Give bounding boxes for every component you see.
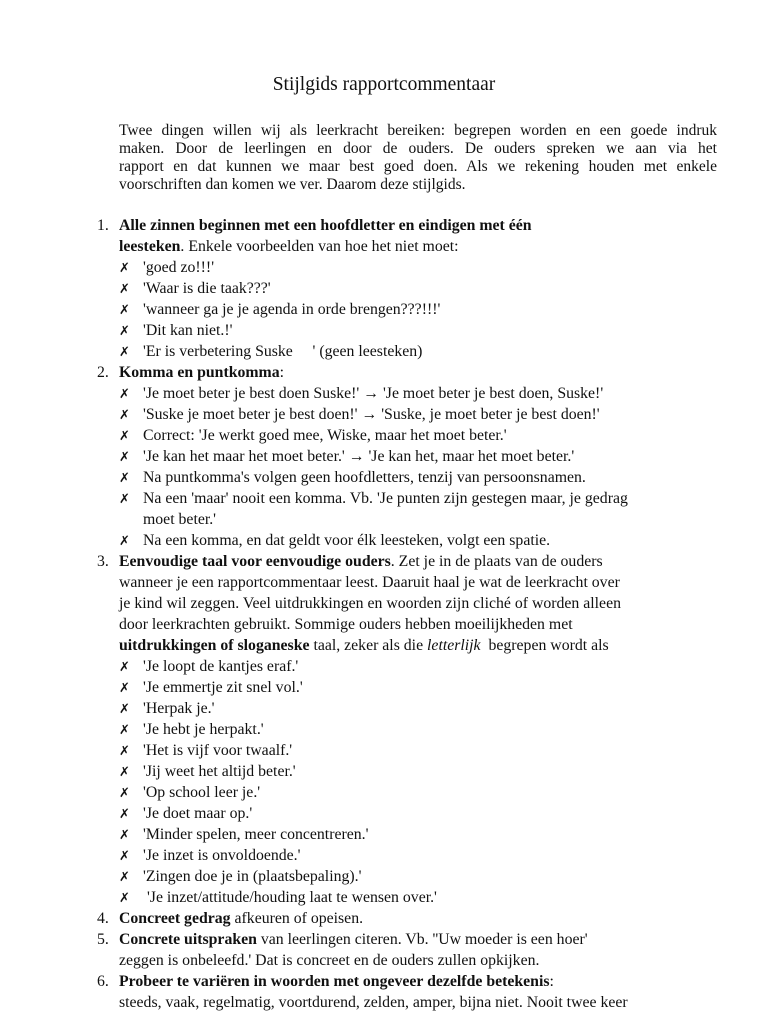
bullet-item	[119, 320, 768, 341]
bullet-text: 'Er is verbetering Suske ' (geen leesteken)	[143, 343, 423, 360]
cross-icon: ✗	[119, 344, 130, 359]
cross-icon: ✗	[119, 827, 130, 842]
bullet-text: 'Je moet beter je best doen Suske!' → 'Je moet beter je best doen, Suske!'	[143, 385, 604, 402]
bullet-item	[119, 824, 768, 845]
item-number: 4.	[97, 910, 109, 927]
bullet-item	[119, 299, 768, 320]
cross-icon: ✗	[119, 659, 130, 674]
cross-icon: ✗	[119, 281, 130, 296]
cross-icon: ✗	[119, 722, 130, 737]
intro-line: rapport en dat kunnen we maar best goed doen. Als we rekening houden met enkele	[119, 158, 717, 175]
rule-heading: Concreet gedrag	[119, 910, 231, 927]
bullet-text: 'Je kan het maar het moet beter.' → 'Je kan het, maar het moet beter.'	[143, 448, 575, 465]
bullet-item	[119, 404, 768, 425]
cross-icon: ✗	[119, 533, 130, 548]
rule-text: wanneer je een rapportcommentaar leest. Daaruit haal je wat de leerkracht over	[119, 574, 620, 591]
bullet-item	[119, 446, 768, 467]
cross-icon: ✗	[119, 428, 130, 443]
bullet-text: 'Zingen doe je in (plaatsbepaling).'	[143, 868, 362, 885]
cross-icon: ✗	[119, 323, 130, 338]
cross-icon: ✗	[119, 470, 130, 485]
document-title: Stijlgids rapportcommentaar	[272, 74, 496, 95]
rule-heading: leesteken	[119, 238, 181, 255]
rules-list	[0, 215, 768, 1013]
bullet-item	[119, 257, 768, 278]
rule-item-1	[0, 215, 768, 362]
rule-italic: letterlijk	[427, 637, 481, 654]
rule-text: steeds, vaak, regelmatig, voortdurend, zelden, amper, bijna niet. Nooit twee keer	[119, 994, 628, 1011]
cross-icon: ✗	[119, 680, 130, 695]
cross-icon: ✗	[119, 764, 130, 779]
cross-icon: ✗	[119, 890, 130, 905]
bullet-item	[119, 845, 768, 866]
cross-icon: ✗	[119, 743, 130, 758]
cross-icon: ✗	[119, 806, 130, 821]
rule-item-5	[0, 929, 768, 971]
bullet-text: 'Het is vijf voor twaalf.'	[143, 742, 293, 759]
intro-line: voorschriften dan komen we ver. Daarom deze stijlgids.	[119, 176, 466, 193]
bullet-item	[119, 488, 768, 509]
bullet-item	[119, 530, 768, 551]
rule-item-3	[0, 551, 768, 908]
rule-text: zeggen is onbeleefd.' Dat is concreet en de ouders zullen opkijken.	[119, 952, 540, 969]
cross-icon: ✗	[119, 386, 130, 401]
cross-icon: ✗	[119, 407, 130, 422]
bullet-item	[119, 425, 768, 446]
rule-heading: Concrete uitspraken	[119, 931, 257, 948]
rule-text: . Enkele voorbeelden van hoe het niet moet:	[180, 238, 459, 255]
rule-emphasis: uitdrukkingen of sloganeske	[119, 637, 310, 654]
rule-item-6	[0, 971, 768, 1013]
rule-text: :	[549, 973, 554, 990]
bullet-item-continued	[119, 509, 768, 530]
intro-paragraph	[119, 122, 717, 194]
bullet-item	[119, 677, 768, 698]
item-3-bullets	[119, 656, 768, 908]
rule-heading: Probeer te variëren in woorden met ongeveer dezelfde betekenis	[119, 973, 550, 990]
bullet-text: 'Jij weet het altijd beter.'	[143, 763, 296, 780]
item-number: 1.	[97, 217, 109, 234]
bullet-text: 'Je emmertje zit snel vol.'	[143, 679, 303, 696]
bullet-text: Na een 'maar' nooit een komma. Vb. 'Je punten zijn gestegen maar, je gedrag	[143, 490, 628, 507]
item-number: 2.	[97, 364, 109, 381]
rule-text: afkeuren of opeisen.	[230, 910, 364, 927]
rule-heading: Eenvoudige taal voor eenvoudige ouders	[119, 553, 391, 570]
bullet-item	[119, 887, 768, 908]
cross-icon: ✗	[119, 449, 130, 464]
item-number: 5.	[97, 931, 109, 948]
bullet-item	[119, 803, 768, 824]
intro-line: maken. Door de leerlingen en door de ouders. De ouders spreken we aan via het	[119, 140, 717, 157]
bullet-text: 'Op school leer je.'	[143, 784, 261, 801]
cross-icon: ✗	[119, 848, 130, 863]
bullet-text: 'Minder spelen, meer concentreren.'	[143, 826, 369, 843]
bullet-text: 'Je hebt je herpakt.'	[143, 721, 264, 738]
bullet-text: 'Dit kan niet.!'	[143, 322, 233, 339]
intro-line: Twee dingen willen wij als leerkracht bereiken: begrepen worden en een goede indruk	[119, 122, 717, 139]
rule-item-2	[0, 362, 768, 551]
rule-text: begrepen wordt als	[480, 637, 609, 654]
bullet-text: 'Herpak je.'	[143, 700, 215, 717]
bullet-text: Correct: 'Je werkt goed mee, Wiske, maar het moet beter.'	[143, 427, 507, 444]
cross-icon: ✗	[119, 260, 130, 275]
bullet-item	[119, 740, 768, 761]
bullet-item	[119, 278, 768, 299]
rule-item-4	[0, 908, 768, 929]
bullet-item	[119, 656, 768, 677]
bullet-item	[119, 341, 768, 362]
bullet-item	[119, 761, 768, 782]
bullet-text: Na puntkomma's volgen geen hoofdletters, tenzij van persoonsnamen.	[143, 469, 586, 486]
bullet-text: 'Je inzet is onvoldoende.'	[143, 847, 301, 864]
cross-icon: ✗	[119, 869, 130, 884]
bullet-text: 'Je inzet/attitude/houding laat te wensen over.'	[143, 889, 437, 906]
rule-text: . Zet je in de plaats van de ouders	[390, 553, 603, 570]
rule-heading: Komma en puntkomma	[119, 364, 280, 381]
cross-icon: ✗	[119, 302, 130, 317]
rule-text: taal, zeker als die	[309, 637, 428, 654]
bullet-text: moet beter.'	[143, 511, 217, 528]
item-number: 6.	[97, 973, 109, 990]
bullet-item	[119, 698, 768, 719]
cross-icon: ✗	[119, 491, 130, 506]
bullet-text: 'Je doet maar op.'	[143, 805, 253, 822]
cross-icon: ✗	[119, 785, 130, 800]
bullet-item	[119, 383, 768, 404]
item-number: 3.	[97, 553, 109, 570]
bullet-item	[119, 467, 768, 488]
bullet-text: Na een komma, en dat geldt voor élk leesteken, volgt een spatie.	[143, 532, 551, 549]
bullet-text: 'Waar is die taak???'	[143, 280, 271, 297]
rule-text: je kind wil zeggen. Veel uitdrukkingen en woorden zijn cliché of worden alleen	[119, 595, 621, 612]
bullet-text: 'Suske je moet beter je best doen!' → 'Suske, je moet beter je best doen!'	[143, 406, 600, 423]
bullet-text: 'goed zo!!!'	[143, 259, 215, 276]
rule-text: :	[279, 364, 285, 381]
bullet-text: 'wanneer ga je je agenda in orde brengen???!!!'	[143, 301, 441, 318]
rule-text: van leerlingen citeren. Vb. ''Uw moeder is een hoer'	[256, 931, 588, 948]
bullet-item	[119, 866, 768, 887]
bullet-item	[119, 782, 768, 803]
rule-heading: Alle zinnen beginnen met een hoofdletter en eindigen met één	[119, 217, 532, 234]
cross-icon: ✗	[119, 701, 130, 716]
bullet-item	[119, 719, 768, 740]
bullet-text: 'Je loopt de kantjes eraf.'	[143, 658, 299, 675]
rule-text: door leerkrachten gebruikt. Sommige ouders hebben moeilijkheden met	[119, 616, 573, 633]
